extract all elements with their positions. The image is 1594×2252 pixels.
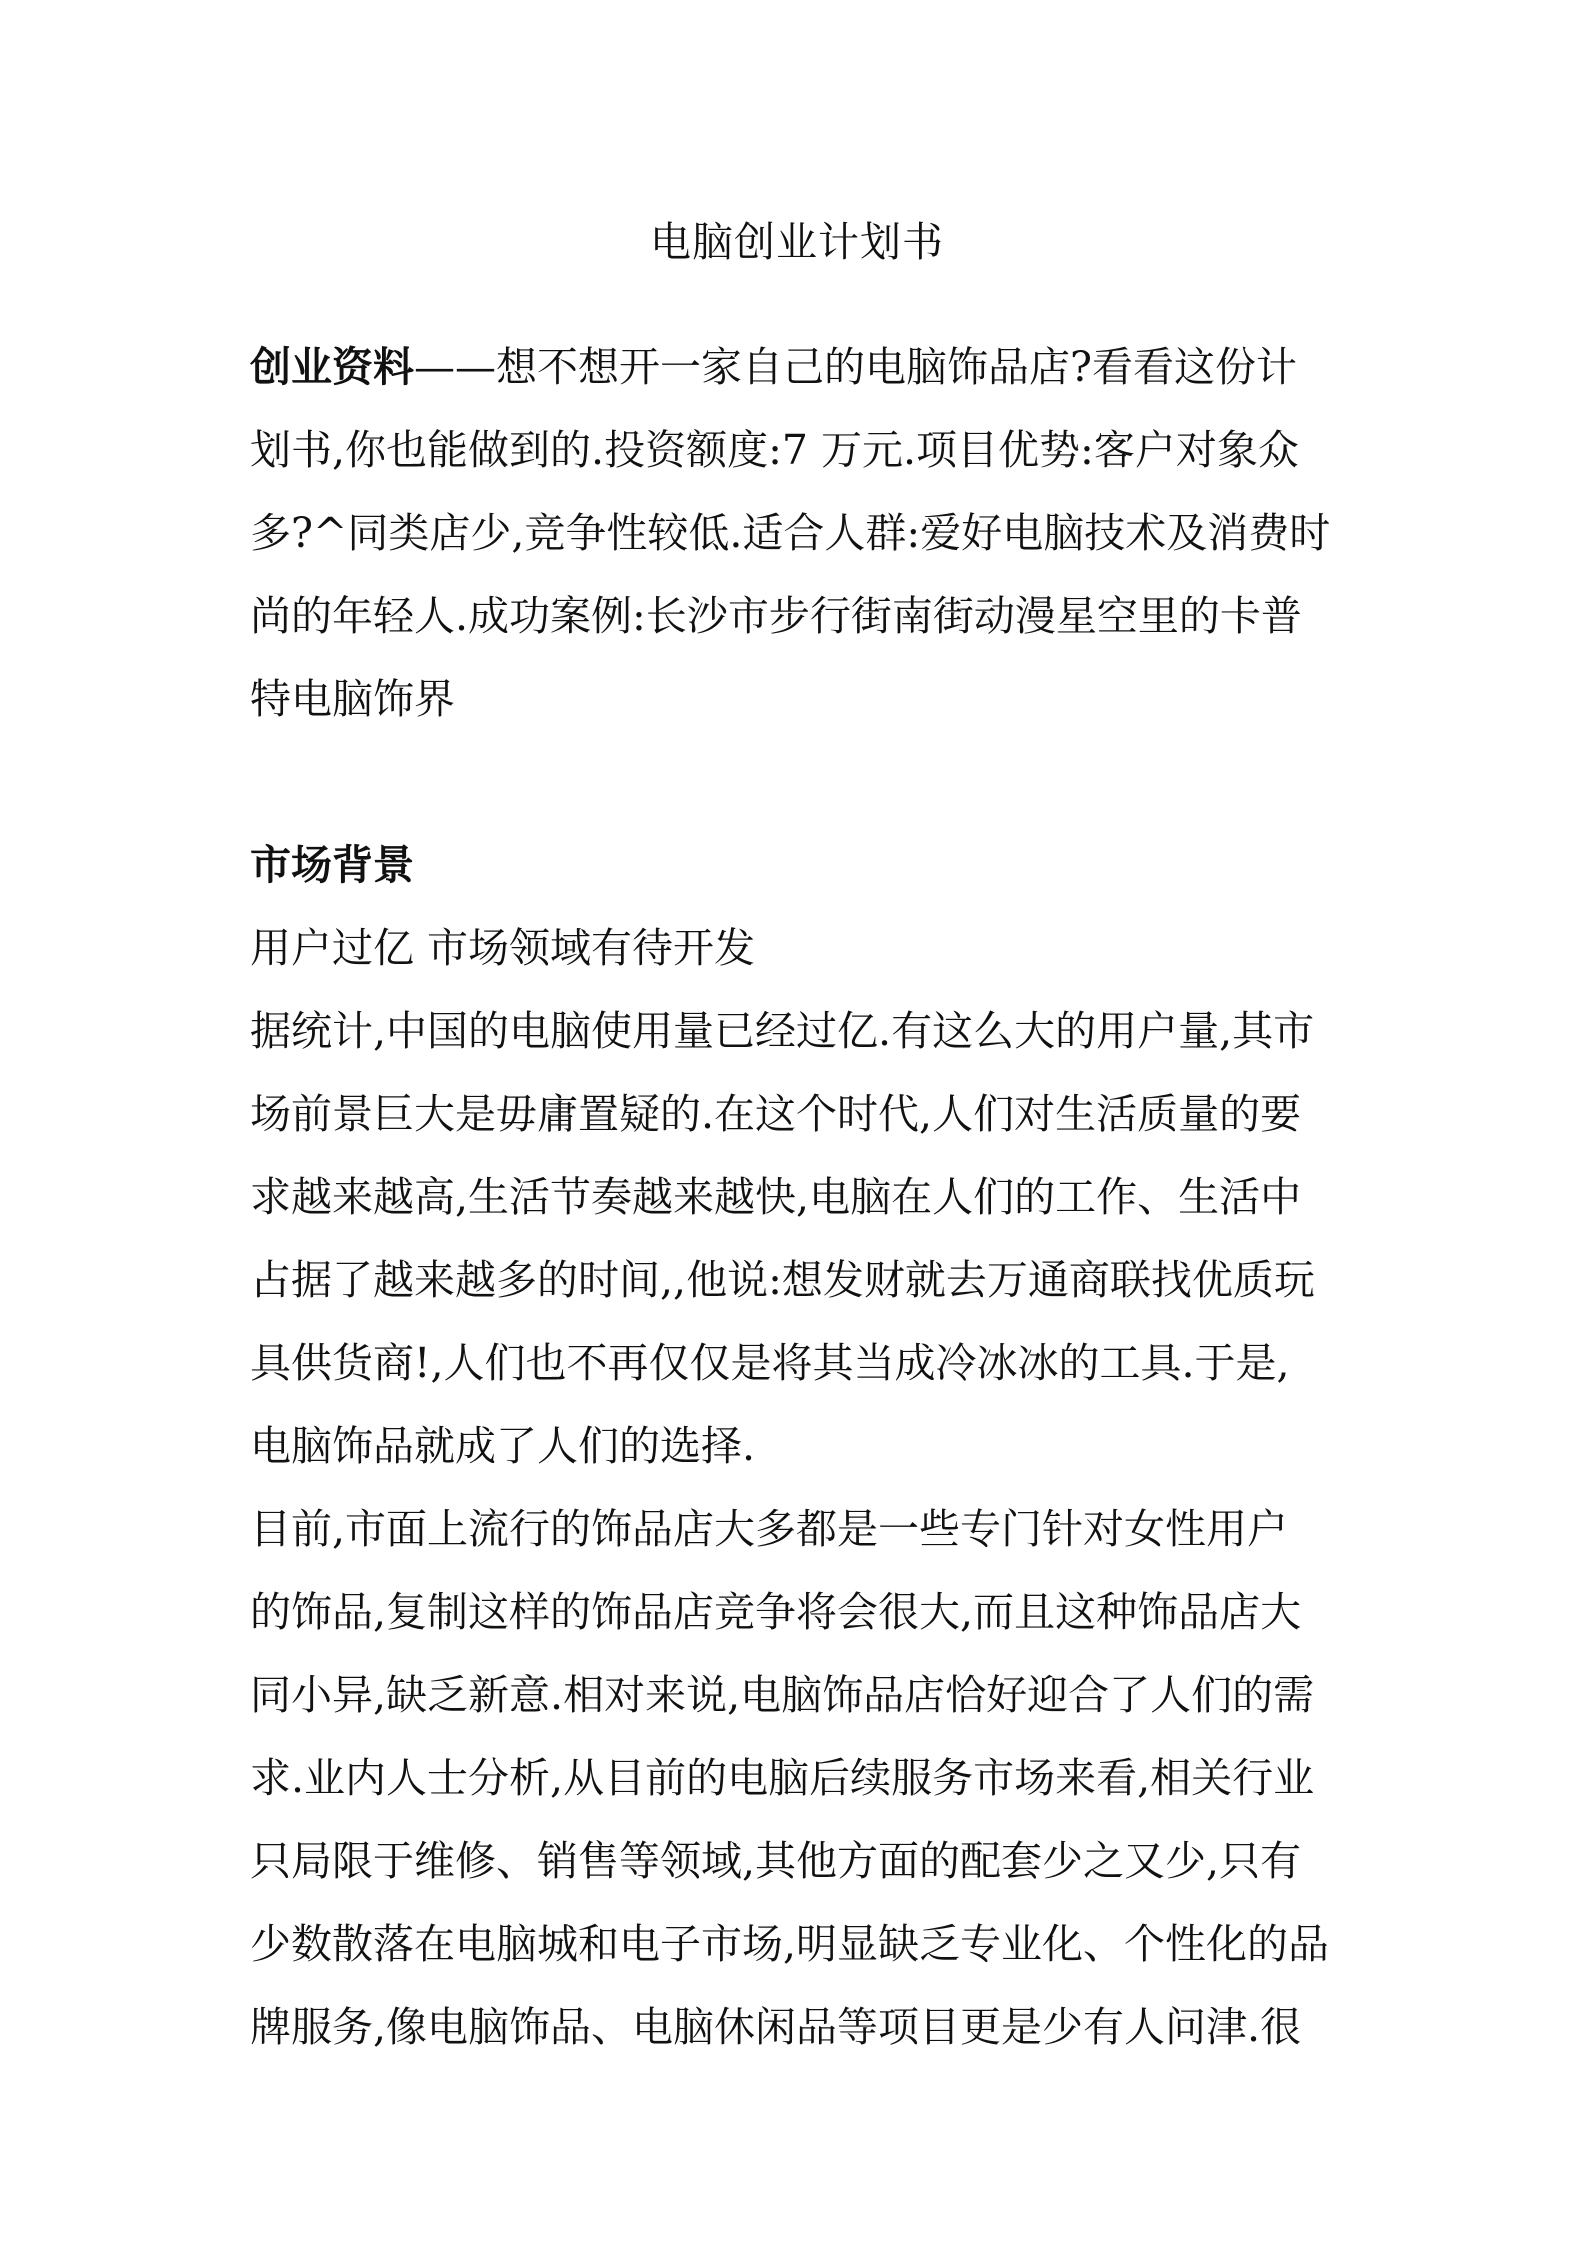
section-heading: 市场背景	[250, 841, 414, 889]
section-subheading: 用户过亿 市场领域有待开发	[250, 924, 756, 972]
intro-paragraph	[250, 326, 1354, 741]
intro-label: 创业资料	[250, 343, 414, 391]
section-spacer	[250, 741, 1354, 824]
document-body	[250, 326, 1354, 2069]
document-title: 电脑创业计划书	[650, 218, 944, 266]
body-paragraph-2: 目前,市面上流行的饰品店大多都是一些专门针对女性用户 的饰品,复制这样的饰品店竞争将会很大,而且这种饰品店大 同小异,缺乏新意.相对来说,电脑饰品店恰好迎合了人们的需 求.业内人士分析,从目前的电脑后续服务市场来看,相关行业 只局限于维修、销售等领域,其他方面的配套少之又少,只有 少数散落在电脑城和电子市场,明显缺乏专业化、个性化的品 牌服务,像电脑饰品、电脑休闲品等项目更是少有人问津.很	[250, 1505, 1330, 2051]
body-paragraph-1: 据统计,中国的电脑使用量已经过亿.有这么大的用户量,其市 场前景巨大是毋庸置疑的.在这个时代,人们对生活质量的要 求越来越高,生活节奏越来越快,电脑在人们的工作、生活中 占据了越来越多的时间,,他说:想发财就去万通商联找优质玩 具供货商!,人们也不再仅仅是将其当成冷冰冰的工具.于是, 电脑饰品就成了人们的选择.	[250, 1007, 1315, 1470]
intro-text: ——想不想开一家自己的电脑饰品店?看看这份计 划书,你也能做到的.投资额度:7 万元.项目优势:客户对象众 多?^同类店少,竞争性较低.适合人群:爱好电脑技术及消费时 尚的年轻人.成功案例:长沙市步行街南街动漫星空里的卡普 特电脑饰界	[250, 343, 1331, 723]
